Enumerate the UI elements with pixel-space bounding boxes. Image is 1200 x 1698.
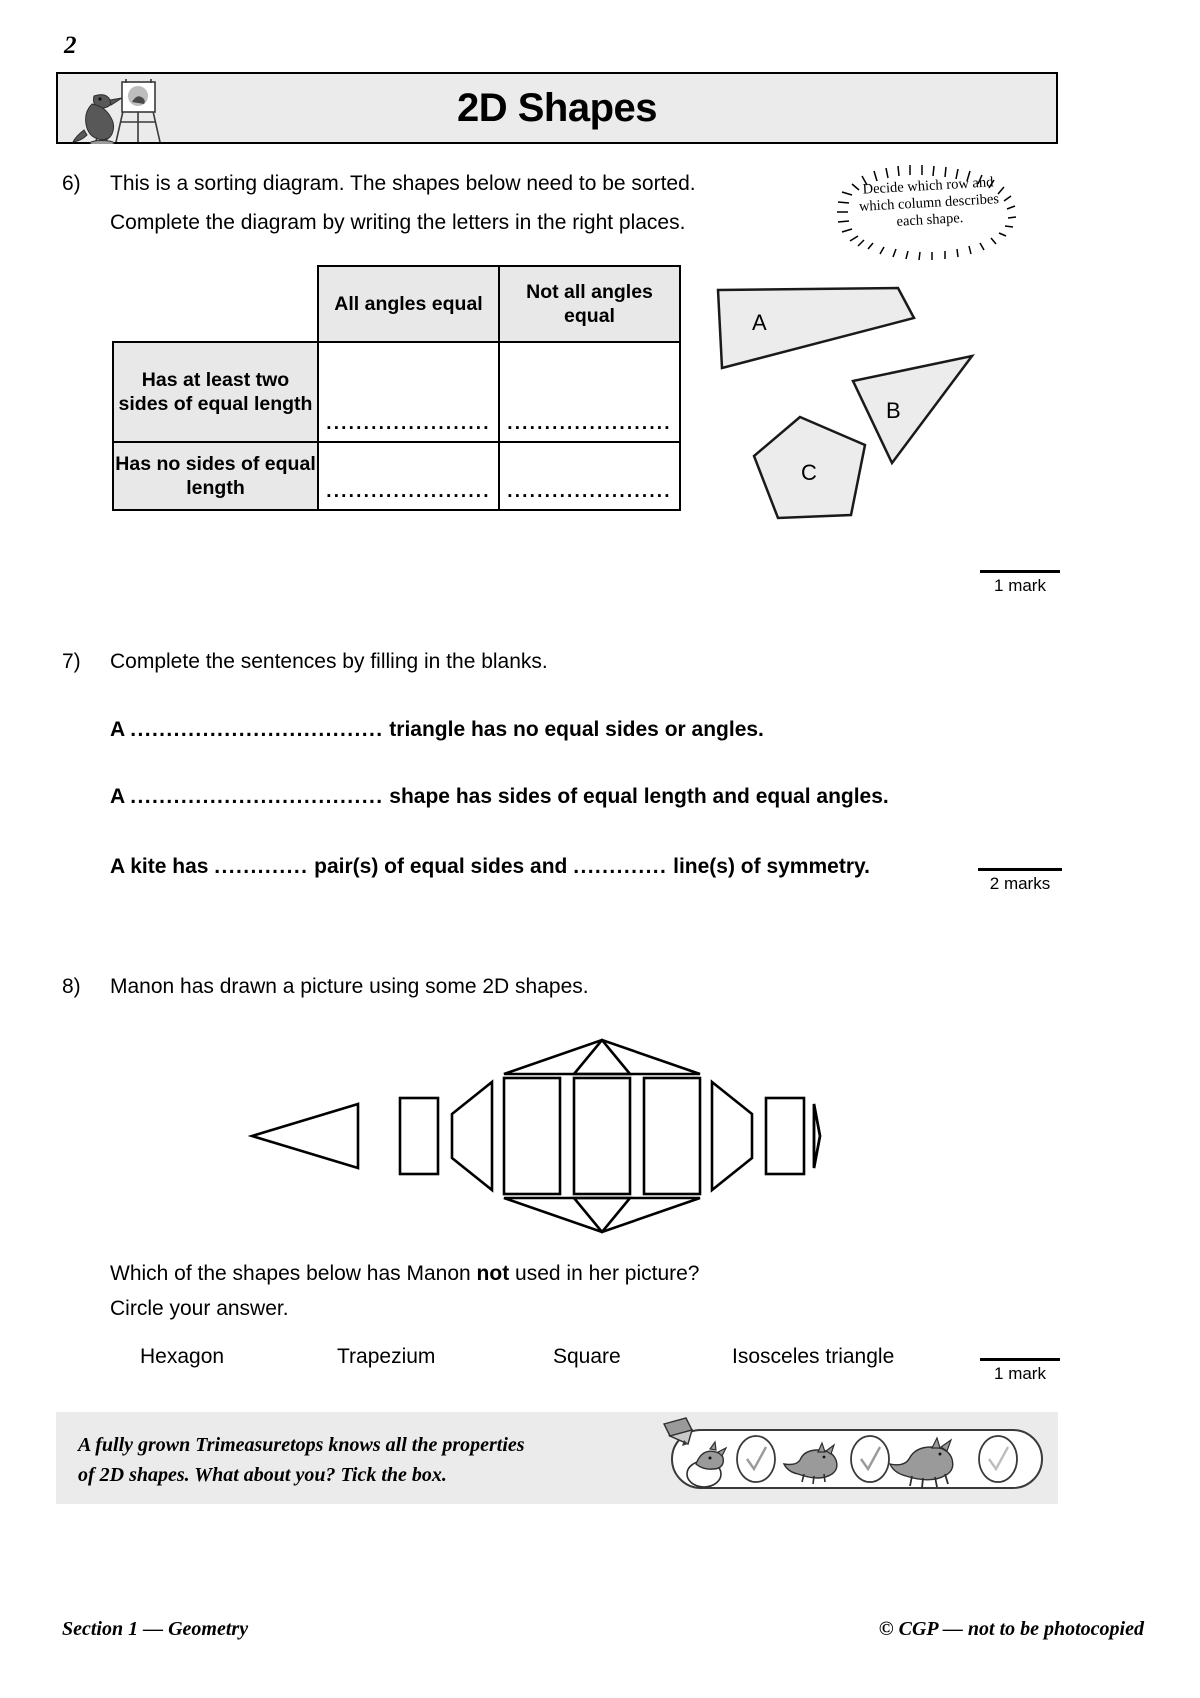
answer-dots: ...................... — [507, 481, 672, 502]
shape-b-triangle — [853, 356, 972, 463]
q8-mark-box — [980, 1358, 1060, 1384]
page-header-banner — [56, 72, 1058, 144]
q7-kite-sentence[interactable] — [110, 855, 870, 879]
option-hexagon[interactable]: Hexagon — [140, 1345, 225, 1368]
q7-s1-post: triangle has no equal sides or angles. — [383, 718, 764, 741]
q7-sentence-1[interactable] — [110, 718, 764, 742]
q7-s1-pre: A — [110, 718, 131, 741]
q7-s2-post: shape has sides of equal length and equal angles. — [383, 785, 889, 808]
tick-circle-3 — [979, 1436, 1017, 1482]
row-header-two-sides-equal: Has at least two sides of equal length — [113, 342, 318, 442]
answer-cell-r1c1[interactable] — [318, 342, 499, 442]
answer-dots: ...................... — [326, 481, 491, 502]
answer-cell-r2c2[interactable] — [499, 442, 680, 510]
manon-picture-right-tip — [246, 1036, 826, 1236]
answer-dots: ...................... — [507, 413, 672, 434]
q7-sentence-2[interactable] — [110, 785, 889, 809]
q7-number: 7) — [62, 650, 81, 673]
q8-question-line1 — [110, 1262, 700, 1286]
q7-kite-blank-1[interactable]: ............. — [214, 855, 309, 878]
hint-bubble — [828, 162, 1024, 264]
q7-s1-blank[interactable]: ................................... — [130, 718, 384, 741]
q6-number: 6) — [62, 172, 81, 195]
q7-kite-blank-2[interactable]: ............. — [573, 855, 668, 878]
q6-line1: This is a sorting diagram. The shapes below need to be sorted. — [110, 172, 696, 195]
page-number: 2 — [64, 32, 77, 59]
q7-s2-blank[interactable]: ................................... — [130, 785, 384, 808]
q8-q-post: used in her picture? — [509, 1262, 700, 1285]
option-square[interactable]: Square — [553, 1345, 621, 1368]
joke-line-2: of 2D shapes. What about you? Tick the box. — [78, 1464, 447, 1486]
column-header-all-angles-equal: All angles equal — [318, 266, 499, 342]
joke-text — [78, 1430, 525, 1490]
shape-b-label: B — [886, 398, 901, 423]
answer-cell-r2c1[interactable] — [318, 442, 499, 510]
footer-section-label: Section 1 — Geometry — [62, 1618, 249, 1640]
answer-dots: ...................... — [326, 413, 491, 434]
q7-marks-label: 2 marks — [989, 874, 1051, 893]
q7-s2-pre: A — [110, 785, 131, 808]
joke-line-1: A fully grown Trimeasuretops knows all the properties — [78, 1434, 525, 1456]
table-row — [113, 442, 680, 510]
row-header-no-sides-equal: Has no sides of equal length — [113, 442, 318, 510]
q6-marks-label: 1 mark — [994, 576, 1046, 595]
sorting-diagram-table — [112, 265, 681, 511]
q7-kite-pre: A kite has — [110, 855, 215, 878]
hint-text: Decide which row and which column describes each shape. — [858, 174, 1000, 230]
q6-line2: Complete the diagram by writing the letters in the right places. — [110, 211, 686, 234]
table-corner-cell — [113, 266, 318, 342]
sorting-shapes-group — [700, 268, 1000, 538]
tick-circle-2 — [851, 1436, 889, 1482]
shape-c-label: C — [801, 460, 817, 485]
joke-bar — [56, 1412, 1058, 1504]
q6-mark-box — [980, 570, 1060, 596]
tick-box-dinosaurs — [658, 1416, 1046, 1500]
answer-cell-r1c2[interactable] — [499, 342, 680, 442]
shape-a-quadrilateral — [718, 288, 914, 368]
q7-mark-box — [978, 868, 1062, 894]
footer-copyright: © CGP — not to be photocopied — [878, 1618, 1144, 1640]
q8-q-pre: Which of the shapes below has Manon — [110, 1262, 477, 1285]
q7-prompt: Complete the sentences by filling in the blanks. — [110, 650, 548, 673]
option-isosceles-triangle[interactable]: Isosceles triangle — [732, 1345, 895, 1368]
column-header-not-all-angles-equal: Not all angles equal — [499, 266, 680, 342]
table-row — [113, 342, 680, 442]
page-title: 2D Shapes — [456, 85, 658, 130]
q8-q-bold: not — [476, 1262, 510, 1285]
tick-circle-1 — [737, 1436, 775, 1482]
option-trapezium[interactable]: Trapezium — [337, 1345, 436, 1368]
shape-a-label: A — [752, 310, 767, 335]
q8-question-line2: Circle your answer. — [110, 1297, 289, 1320]
q7-kite-post: line(s) of symmetry. — [667, 855, 870, 878]
table-header-row — [113, 266, 680, 342]
q8-marks-label: 1 mark — [994, 1364, 1046, 1383]
q7-kite-mid: pair(s) of equal sides and — [308, 855, 574, 878]
q8-number: 8) — [62, 975, 81, 998]
q8-prompt: Manon has drawn a picture using some 2D shapes. — [110, 975, 589, 998]
